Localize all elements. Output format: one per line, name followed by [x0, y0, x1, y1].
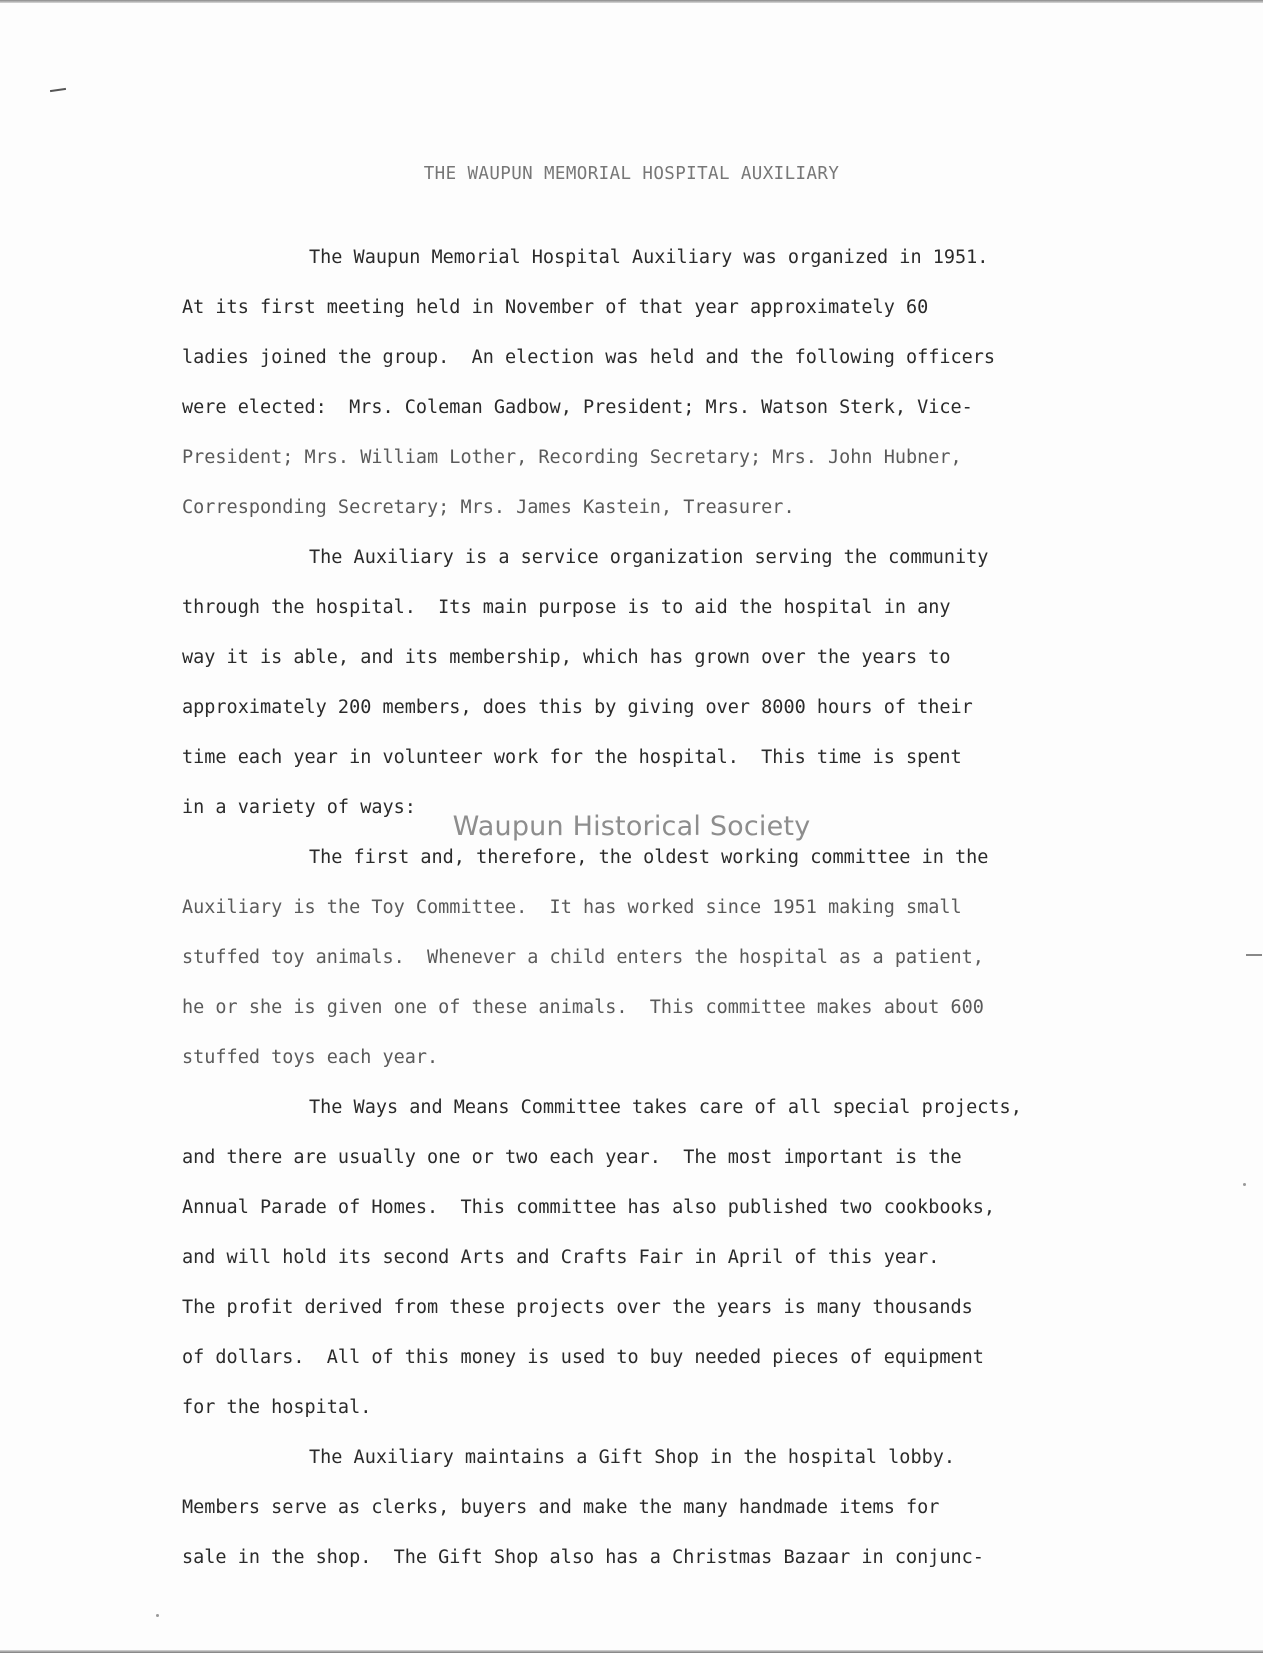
text-line: Annual Parade of Homes. This committee has also published two cookbooks,: [182, 1197, 996, 1218]
document-title: THE WAUPUN MEMORIAL HOSPITAL AUXILIARY: [423, 164, 840, 184]
text-line: ladies joined the group. An election was held and the following officers: [182, 347, 996, 368]
text-line: were elected: Mrs. Coleman Gadbow, President; Mrs. Watson Sterk, Vice-: [182, 397, 973, 418]
text-line: of dollars. All of this money is used to buy needed pieces of equipment: [182, 1347, 984, 1368]
text-line: The Auxiliary is a service organization serving the community: [309, 547, 989, 568]
text-line: The first and, therefore, the oldest working committee in the: [309, 847, 989, 868]
text-line: The Ways and Means Committee takes care of all special projects,: [309, 1097, 1022, 1118]
margin-mark-right: [1246, 954, 1262, 956]
text-line: and will hold its second Arts and Crafts Fair in April of this year.: [182, 1247, 940, 1268]
text-line: in a variety of ways:: [182, 797, 416, 818]
text-line: The profit derived from these projects over the years is many thousands: [182, 1297, 973, 1318]
text-line: sale in the shop. The Gift Shop also has a Christmas Bazaar in conjunc-: [182, 1547, 984, 1568]
text-line: stuffed toy animals. Whenever a child enters the hospital as a patient,: [182, 947, 984, 968]
text-line: he or she is given one of these animals. This committee makes about 600: [182, 997, 984, 1018]
watermark: Waupun Historical Society: [452, 811, 811, 842]
margin-mark-left: [50, 88, 66, 92]
scan-speck: [1243, 1183, 1246, 1186]
text-line: approximately 200 members, does this by giving over 8000 hours of their: [182, 697, 973, 718]
text-line: The Waupun Memorial Hospital Auxiliary was organized in 1951.: [309, 247, 989, 268]
text-line: time each year in volunteer work for the hospital. This time is spent: [182, 747, 962, 768]
document-body: [182, 233, 1142, 1583]
text-line: Corresponding Secretary; Mrs. James Kastein, Treasurer.: [182, 497, 795, 518]
text-line: and there are usually one or two each year. The most important is the: [182, 1147, 962, 1168]
text-line: President; Mrs. William Lother, Recording Secretary; Mrs. John Hubner,: [182, 447, 962, 468]
text-line: Auxiliary is the Toy Committee. It has worked since 1951 making small: [182, 897, 962, 918]
text-line: through the hospital. Its main purpose is to aid the hospital in any: [182, 597, 951, 618]
text-line: The Auxiliary maintains a Gift Shop in the hospital lobby.: [309, 1447, 956, 1468]
text-line: way it is able, and its membership, which has grown over the years to: [182, 647, 951, 668]
text-line: stuffed toys each year.: [182, 1047, 439, 1068]
text-line: At its first meeting held in November of that year approximately 60: [182, 297, 929, 318]
page-top-edge: [0, 0, 1263, 3]
scan-speck: [156, 1614, 159, 1617]
text-line: Members serve as clerks, buyers and make the many handmade items for: [182, 1497, 940, 1518]
text-line: for the hospital.: [182, 1397, 372, 1418]
